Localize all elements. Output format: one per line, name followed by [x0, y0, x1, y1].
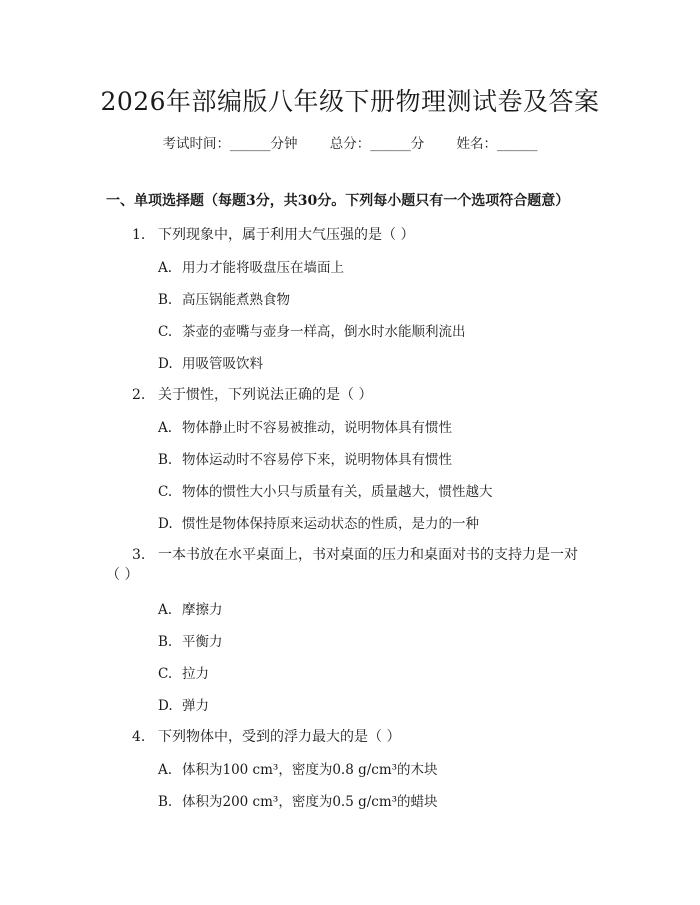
question-2-option-d [158, 512, 479, 532]
option-label: B. [158, 794, 173, 810]
question-text: 下列物体中，受到的浮力最大的是（ ） [158, 729, 401, 745]
question-3-option-b [158, 630, 223, 650]
question-text: 关于惯性，下列说法正确的是（ ） [158, 387, 373, 403]
question-4-option-a [158, 758, 438, 778]
question-1-option-d [158, 352, 263, 372]
option-label: A. [158, 762, 173, 778]
question-3-option-a [158, 598, 223, 618]
question-number: 1. [132, 227, 146, 243]
question-1-option-a [158, 256, 344, 276]
question-1 [132, 224, 414, 244]
option-text: 物体运动时不容易停下来，说明物体具有惯性 [182, 452, 452, 468]
option-label: D. [158, 516, 173, 532]
total-score-field: 总分：______分 [329, 136, 425, 152]
question-3-continuation: （ ） [106, 567, 139, 583]
question-2-option-c [158, 480, 493, 500]
question-text: 下列现象中，属于利用大气压强的是（ ） [158, 227, 415, 243]
option-label: C. [158, 666, 173, 682]
option-label: A. [158, 602, 173, 618]
question-number: 3. [132, 547, 146, 563]
option-text: 茶壶的壶嘴与壶身一样高，倒水时水能顺利流出 [182, 324, 466, 340]
option-text: 用吸管吸饮料 [182, 356, 263, 372]
exam-time-field: 考试时间：______分钟 [162, 136, 298, 152]
option-text: 体积为200 cm³，密度为0.5 g/cm³的蜡块 [182, 794, 438, 810]
question-2-option-a [158, 416, 452, 436]
option-text: 物体静止时不容易被推动，说明物体具有惯性 [182, 420, 452, 436]
option-label: B. [158, 452, 173, 468]
option-text: 用力才能将吸盘压在墙面上 [182, 260, 344, 276]
option-text: 体积为100 cm³，密度为0.8 g/cm³的木块 [182, 762, 438, 778]
question-2-option-b [158, 448, 452, 468]
option-label: A. [158, 420, 173, 436]
question-3-option-c [158, 662, 209, 682]
name-field: 姓名：______ [456, 136, 538, 152]
option-text: 物体的惯性大小只与质量有关，质量越大，惯性越大 [182, 484, 493, 500]
option-text: 摩擦力 [182, 602, 223, 618]
option-label: B. [158, 292, 173, 308]
section-heading-single-choice: 一、单项选择题（每题3分，共30分。下列每小题只有一个选项符合题意） [106, 193, 570, 209]
question-4 [132, 726, 400, 746]
option-text: 高压锅能煮熟食物 [182, 292, 290, 308]
option-label: C. [158, 484, 173, 500]
option-label: A. [158, 260, 173, 276]
question-3-option-d [158, 694, 209, 714]
option-text: 惯性是物体保持原来运动状态的性质，是力的一种 [182, 516, 479, 532]
option-text: 拉力 [182, 666, 209, 682]
exam-info-line [0, 132, 700, 152]
question-number: 2. [132, 387, 146, 403]
option-label: D. [158, 698, 173, 714]
question-1-option-c [158, 320, 466, 340]
question-text: 一本书放在水平桌面上，书对桌面的压力和桌面对书的支持力是一对 [158, 547, 578, 563]
question-number: 4. [132, 729, 146, 745]
question-2 [132, 384, 372, 404]
option-label: D. [158, 356, 173, 372]
option-label: B. [158, 634, 173, 650]
question-4-option-b [158, 790, 438, 810]
option-text: 平衡力 [182, 634, 223, 650]
question-3 [132, 544, 578, 564]
option-text: 弹力 [182, 698, 209, 714]
page-title: 2026年部编版八年级下册物理测试卷及答案 [100, 87, 600, 116]
option-label: C. [158, 324, 173, 340]
question-1-option-b [158, 288, 290, 308]
